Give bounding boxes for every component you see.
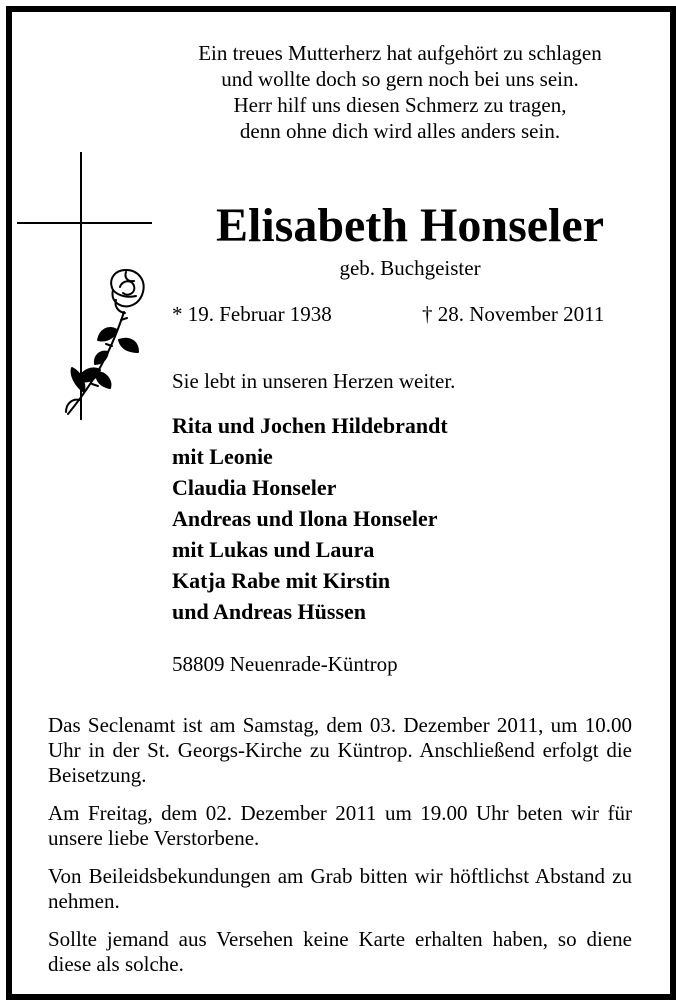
family-line: Rita und Jochen Hildebrandt xyxy=(172,413,448,438)
deceased-name: Elisabeth Honseler xyxy=(215,199,604,252)
notice-paragraph: Sollte jemand aus Versehen keine Karte erhalten haben, so diene diese als solche. xyxy=(48,927,632,976)
family-line: und Andreas Hüssen xyxy=(172,599,367,624)
poem-line: und wollte doch so gern noch bei uns sein. xyxy=(221,67,579,91)
family-line: Katja Rabe mit Kirstin xyxy=(172,568,391,593)
poem-line: denn ohne dich wird alles anders sein. xyxy=(239,119,561,143)
rose-icon xyxy=(66,270,144,414)
family-line: mit Leonie xyxy=(172,444,273,469)
maiden-name: geb. Buchgeister xyxy=(339,256,481,280)
birth-date: * 19. Februar 1938 xyxy=(172,302,332,326)
death-date: † 28. November 2011 xyxy=(422,302,605,326)
notice-paragraph: Am Freitag, dem 02. Dezember 2011 um 19.00 Uhr beten wir für unsere liebe Verstorbene. xyxy=(48,801,632,850)
family-line: Claudia Honseler xyxy=(172,475,337,500)
address: 58809 Neuenrade-Küntrop xyxy=(172,652,398,676)
family-line: Andreas und Ilona Honseler xyxy=(172,506,438,531)
poem-line: Herr hilf uns diesen Schmerz zu tragen, xyxy=(233,93,567,117)
poem-line: Ein treues Mutterherz hat aufgehört zu schlagen xyxy=(198,41,602,65)
family-list xyxy=(172,410,448,627)
motto: Sie lebt in unseren Herzen weiter. xyxy=(172,369,456,393)
notices xyxy=(48,713,632,990)
family-line: mit Lukas und Laura xyxy=(172,537,375,562)
notice-paragraph: Von Beileidsbekundungen am Grab bitten wir höftlichst Abstand zu nehmen. xyxy=(48,864,632,913)
notice-paragraph: Das Seclenamt ist am Samstag, dem 03. Dezember 2011, um 10.00 Uhr in der St. Georgs-Kirche zu Küntrop. Anschließend erfolgt die Beisetzung. xyxy=(48,713,632,787)
